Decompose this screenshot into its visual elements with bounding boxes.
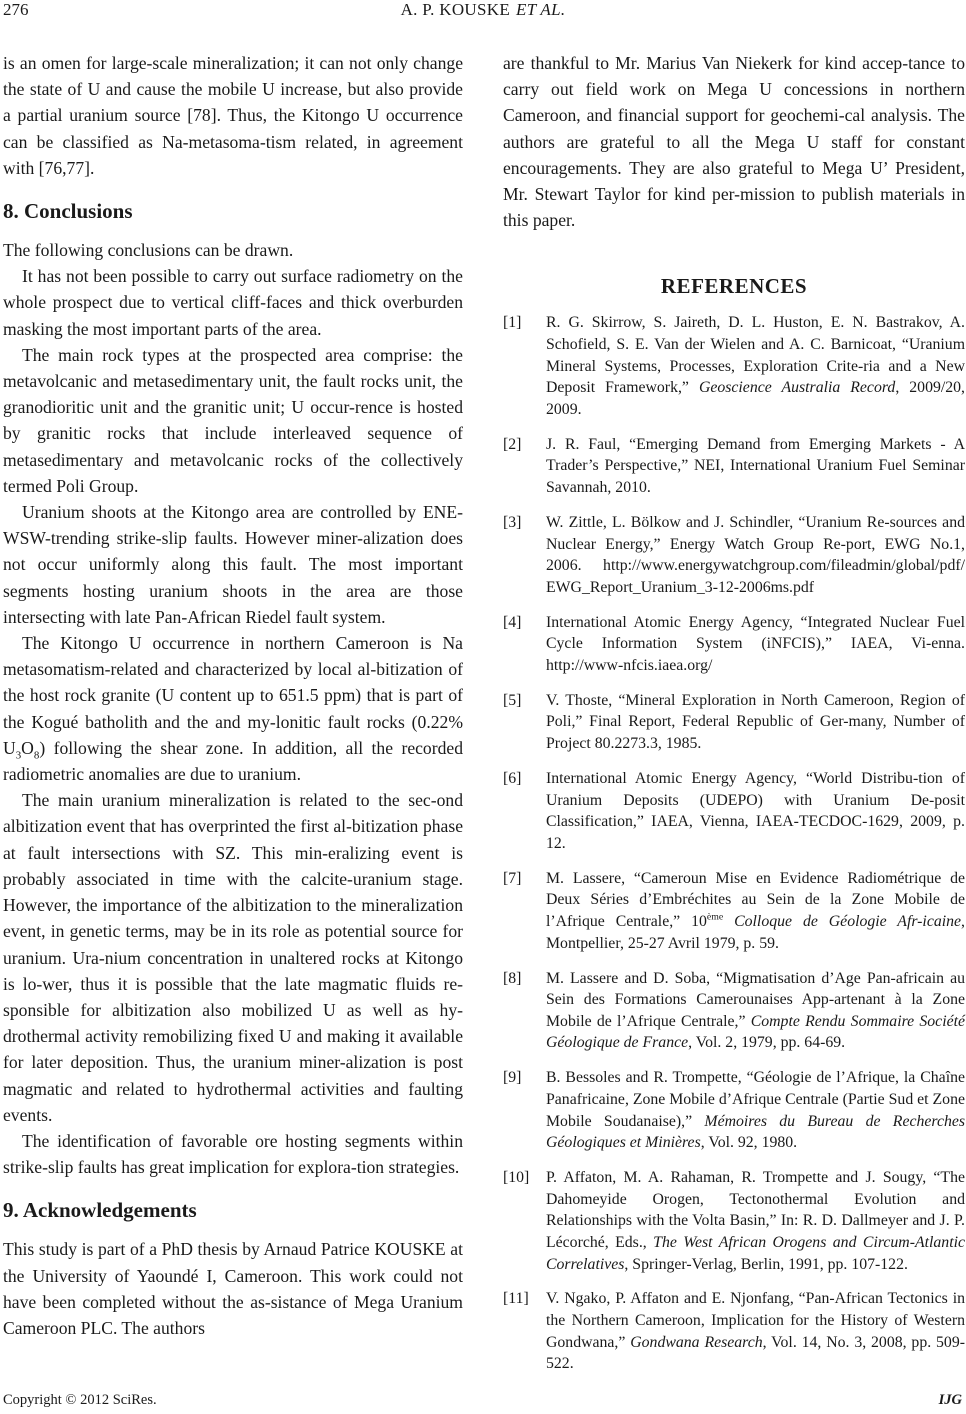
text-run: ) following the shear zone. In addition, all the recorded radiometric anomalies are due to uranium.	[3, 737, 463, 785]
paragraph-u3o8	[3, 630, 463, 787]
paragraph: The following conclusions can be drawn.	[3, 240, 294, 261]
reference-item	[503, 1167, 965, 1275]
superscript: ème	[706, 911, 724, 923]
paragraph: The identification of favorable ore hosting segments within strike-slip faults has great implication for explora-tion strategies.	[3, 1130, 463, 1178]
reference-text: V. Ngako, P. Affaton and E. Njonfang, “Pan-African Tectonics in the Northern Cameroon, Implication for the History of Western Gondwana,”	[546, 1290, 965, 1351]
references-title: REFERENCES	[660, 274, 808, 299]
reference-text: International Atomic Energy Agency, “Integrated Nuclear Fuel Cycle Information System (iNFCIS),” IAEA, Vi-enna. http://www-nfcis.iaea.org/	[546, 613, 965, 674]
reference-item	[503, 312, 965, 420]
reference-text: P. Affaton, M. A. Rahaman, R. Trompette and J. Sougy, “The Dahomeyide Orogen, Tectonothermal Evolution and Relationships with the Volta Basin,” In: R. D. Dallmeyer and J. P. Lécorché, Eds.,	[546, 1169, 965, 1251]
paragraph: Uranium shoots at the Kitongo area are controlled by ENE-WSW-trending strike-slip faults. However miner-alization does not occur uniformly along this fault. The most important segments hosting uranium shoots in the area are those intersecting with late Pan-African Riedel fault system.	[3, 502, 463, 627]
paragraph: The main uranium mineralization is related to the sec-ond albitization event that has overprinted the first al-bitization phase at fault intersections with SZ. This min-eralizing event is probably associated in time with the calcite-uranium stage. However, the importance of the albitization to the mineralization event, in genetic terms, may be in its role as potential source for uranium. Ura-nium concentration in unaltered rocks at Kitongo is lo-wer, thus it is possible that the late magmatic fluids re-sponsible for albitization also mobilized U as well as hy-drothermal activity remobilizing fixed U and making it available for later deposition. Thus, the uranium miner-alization is post magmatic and related to hydrothermal activities and faulting events.	[3, 790, 463, 1125]
paragraph-acknowledgements: This study is part of a PhD thesis by Arnaud Patrice KOUSKE at the University of Yaoundé I, Cameroon. This work could not have been completed without the as-sistance of Mega Uranium Cameroon PLC. The authors	[3, 1239, 463, 1338]
subscript: 8	[33, 749, 40, 762]
running-head-et-al: ET AL.	[516, 0, 566, 19]
paragraph-intro: is an omen for large-scale mineralization; it can not only change the state of U and cause the mobile U increase, but also provide a partial uranium source [78]. Thus, the Kitongo U occurrence can be classified as Na-metasoma-tism related, in agreement with [76,77].	[3, 53, 463, 178]
reference-number: [5]	[503, 691, 522, 709]
reference-details: , Vol. 92, 1980.	[700, 1134, 798, 1152]
reference-text: M. Lassere, “Cameroun Mise en Evidence Radiométrique de Deux Séries d’Embréchites au Sein de la Zone Mobile de l’Afrique Centrale,” 10	[546, 869, 965, 931]
reference-text: J. R. Faul, “Emerging Demand from Emerging Markets - A Trader’s Perspective,” NEI, International Uranium Fuel Seminar Savannah, 2010.	[546, 435, 965, 496]
text-run: O	[21, 737, 34, 758]
reference-text: V. Thoste, “Mineral Exploration in North Cameroon, Region of Poli,” Final Report, Federal Republic of Ger-many, Number of Project 80.2273.3, 1985.	[546, 691, 965, 753]
journal-abbreviation: IJG	[938, 1392, 962, 1408]
reference-number: [8]	[503, 969, 522, 987]
reference-number: [10]	[503, 1169, 530, 1187]
reference-text: M. Lassere and D. Soba, “Migmatisation d’Age Pan-africain au Sein des Formations Camerounaises App-artenant à la Zone Mobile de l’Afrique Centrale,”	[546, 969, 965, 1030]
reference-item	[503, 1067, 965, 1153]
reference-number: [2]	[503, 435, 522, 453]
reference-item	[503, 868, 965, 954]
reference-number: [7]	[503, 869, 522, 887]
right-column	[503, 50, 965, 1388]
copyright-notice: Copyright © 2012 SciRes.	[3, 1392, 157, 1408]
reference-source: Compte Rendu Sommaire Société Géologique de France	[546, 1012, 965, 1052]
reference-number: [1]	[503, 314, 522, 332]
reference-number: [3]	[503, 513, 522, 531]
subscript: 3	[15, 749, 22, 762]
reference-text: B. Bessoles and R. Trompette, “Géologie de l’Afrique, la Chaîne Panafricaine, Zone Mobile d’Afrique Centrale (Partie Sud et Zone Mobile Soudanaise),”	[546, 1069, 965, 1130]
reference-item	[503, 612, 965, 677]
reference-item	[503, 434, 965, 499]
reference-number: [6]	[503, 770, 522, 788]
reference-number: [9]	[503, 1069, 522, 1087]
reference-details: , Vol. 2, 1979, pp. 64-69.	[688, 1034, 846, 1052]
reference-item	[503, 768, 965, 854]
reference-source: Geoscience Australia Record	[698, 379, 896, 397]
reference-number: [11]	[503, 1290, 529, 1308]
reference-source: The West African Orogens and Circum-Atlantic Correlatives	[546, 1233, 965, 1273]
reference-text: R. G. Skirrow, S. Jaireth, D. L. Huston, E. N. Bastrakov, A. Schofield, S. E. Van der Wielen and A. C. Barnicoat, “Uranium Mineral Systems, Processes, Exploration Crite-ria and a New Deposit Framework,”	[546, 314, 965, 397]
reference-text: W. Zittle, L. Bölkow and J. Schindler, “Uranium Re-sources and Nuclear Energy,” Energy Watch Group Re-port, EWG No.1, 2006. http://www.energywatchgroup.com/fileadmin/global/pdf/ EWG_Report_Uranium_3-12-2006ms.pdf	[546, 513, 965, 596]
left-column	[3, 50, 463, 1341]
text-run: The Kitongo U occurrence in northern Cameroon is Na metasomatism-related and characterized by local al-bitization of the host rock granite (U content up to 651.5 ppm) that is part of the Kogué batholith and the and my-lonitic fault rocks (0.22% U	[3, 633, 463, 758]
reference-source: Mémoires du Bureau de Recherches Géologiques et Minières	[546, 1112, 966, 1152]
running-head-authors: A. P. KOUSKE	[400, 0, 511, 19]
reference-source: Gondwana Research	[630, 1333, 763, 1351]
reference-details: , Montpellier, 25-27 Avril 1979, p. 59.	[546, 913, 965, 952]
running-head	[0, 0, 966, 20]
reference-item	[503, 968, 965, 1054]
section-conclusions-title: 8. Conclusions	[3, 199, 133, 224]
reference-details: , Springer-Verlag, Berlin, 1991, pp. 107-122.	[624, 1255, 908, 1273]
reference-number: [4]	[503, 613, 522, 631]
reference-item	[503, 1288, 965, 1374]
section-acknowledgements-title: 9. Acknowledgements	[3, 1198, 197, 1223]
reference-item	[503, 512, 965, 598]
reference-details: , Vol. 14, No. 3, 2008, pp. 509-522.	[546, 1333, 965, 1373]
reference-details: , 2009/20, 2009.	[546, 379, 965, 418]
paragraph-acknowledgements-cont: are thankful to Mr. Marius Van Niekerk for kind accep-tance to carry out field work on Mega U concessions in northern Cameroon, and financial support for geochemi-cal analysis. The authors are grateful to all the Mega U staff for constant encouragements. They are also grateful to Mega U’ President, Mr. Stewart Taylor for kind per-mission to publish materials in this paper.	[503, 53, 965, 231]
paragraph: It has not been possible to carry out surface radiometry on the whole prospect due to vertical cliff-faces and thick overburden masking the most important parts of the area.	[3, 266, 463, 339]
reference-source: Colloque de Géologie Afr-icaine	[723, 913, 962, 931]
page-number: 276	[3, 0, 29, 19]
page-footer	[0, 1392, 966, 1412]
page-header	[0, 0, 966, 30]
reference-item	[503, 690, 965, 755]
reference-text: International Atomic Energy Agency, “World Distribu-tion of Uranium Deposits (UDEPO) with Uranium De-posit Classification,” IAEA, Vienna, IAEA-TECDOC-1629, 2009, p. 12.	[546, 770, 965, 852]
paragraph: The main rock types at the prospected area comprise: the metavolcanic and metasedimentary unit, the fault rocks unit, the granodioritic unit and the granitic unit; U occur-rence is hosted by granitic rocks that include interleaved sequence of metasedimentary and metavolcanic rocks of the collectively termed Poli Group.	[3, 344, 463, 496]
